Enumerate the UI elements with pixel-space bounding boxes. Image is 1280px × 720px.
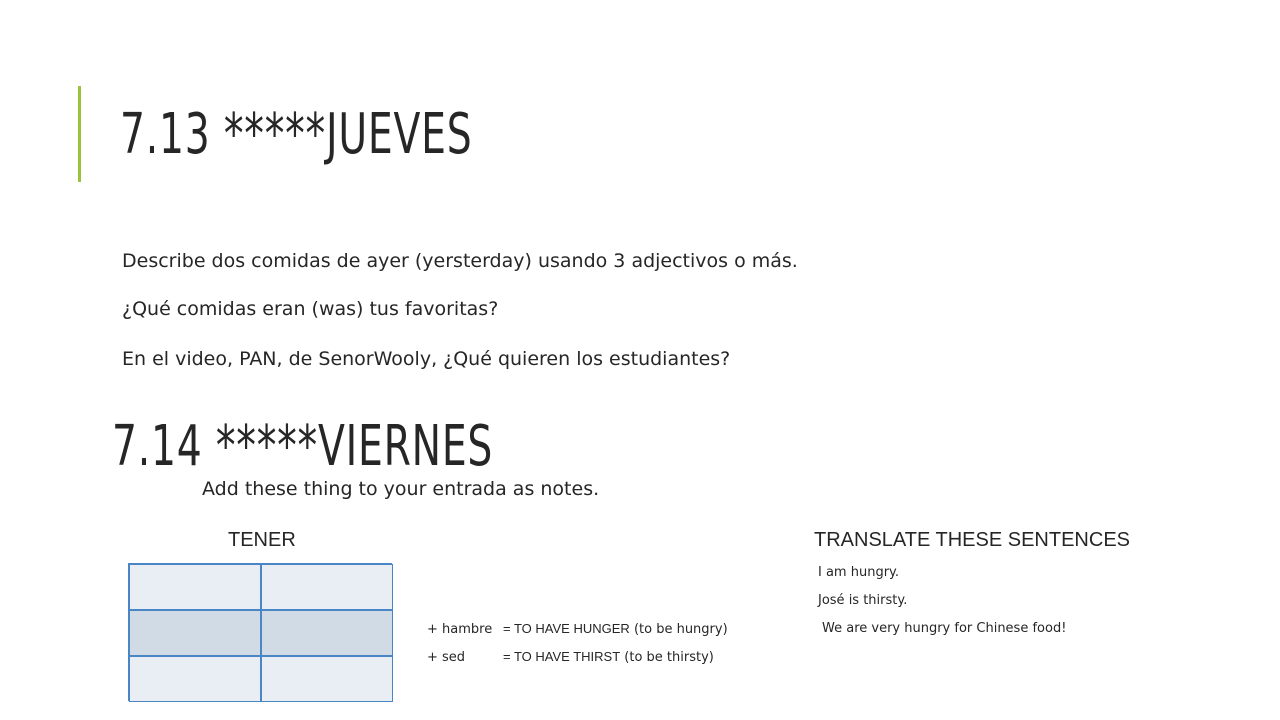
table-cell xyxy=(129,656,261,702)
sentence-2: José is thirsty. xyxy=(818,593,908,608)
definition-meaning: = TO HAVE HUNGER xyxy=(503,621,630,636)
notes-instruction: Add these thing to your entrada as notes. xyxy=(202,478,600,500)
table-cell xyxy=(129,564,261,610)
slide-title-jueves: 7.13 *****JUEVES xyxy=(120,102,473,167)
question-2: ¿Qué comidas eran (was) tus favoritas? xyxy=(122,298,499,320)
tener-heading: TENER xyxy=(228,529,296,551)
definition-sed xyxy=(427,650,714,664)
definition-hambre xyxy=(427,622,728,636)
definition-meaning: = TO HAVE THIRST xyxy=(503,649,621,664)
sentence-1: I am hungry. xyxy=(818,565,900,580)
definition-term: + sed xyxy=(427,650,466,665)
tener-conjugation-table xyxy=(128,563,392,701)
title-accent-bar xyxy=(78,86,81,182)
table-cell xyxy=(129,610,261,656)
table-cell xyxy=(261,610,393,656)
definition-note: (to be thirsty) xyxy=(624,650,714,665)
question-3: En el video, PAN, de SenorWooly, ¿Qué quieren los estudiantes? xyxy=(122,348,731,370)
table-cell xyxy=(261,564,393,610)
slide-title-viernes: 7.14 *****VIERNES xyxy=(112,414,494,479)
question-1: Describe dos comidas de ayer (yersterday) usando 3 adjectivos o más. xyxy=(122,250,798,272)
definition-term: + hambre xyxy=(427,622,493,637)
definition-note: (to be hungry) xyxy=(633,622,728,637)
translate-heading: TRANSLATE THESE SENTENCES xyxy=(814,529,1130,551)
sentence-3: We are very hungry for Chinese food! xyxy=(822,621,1067,636)
table-cell xyxy=(261,656,393,702)
